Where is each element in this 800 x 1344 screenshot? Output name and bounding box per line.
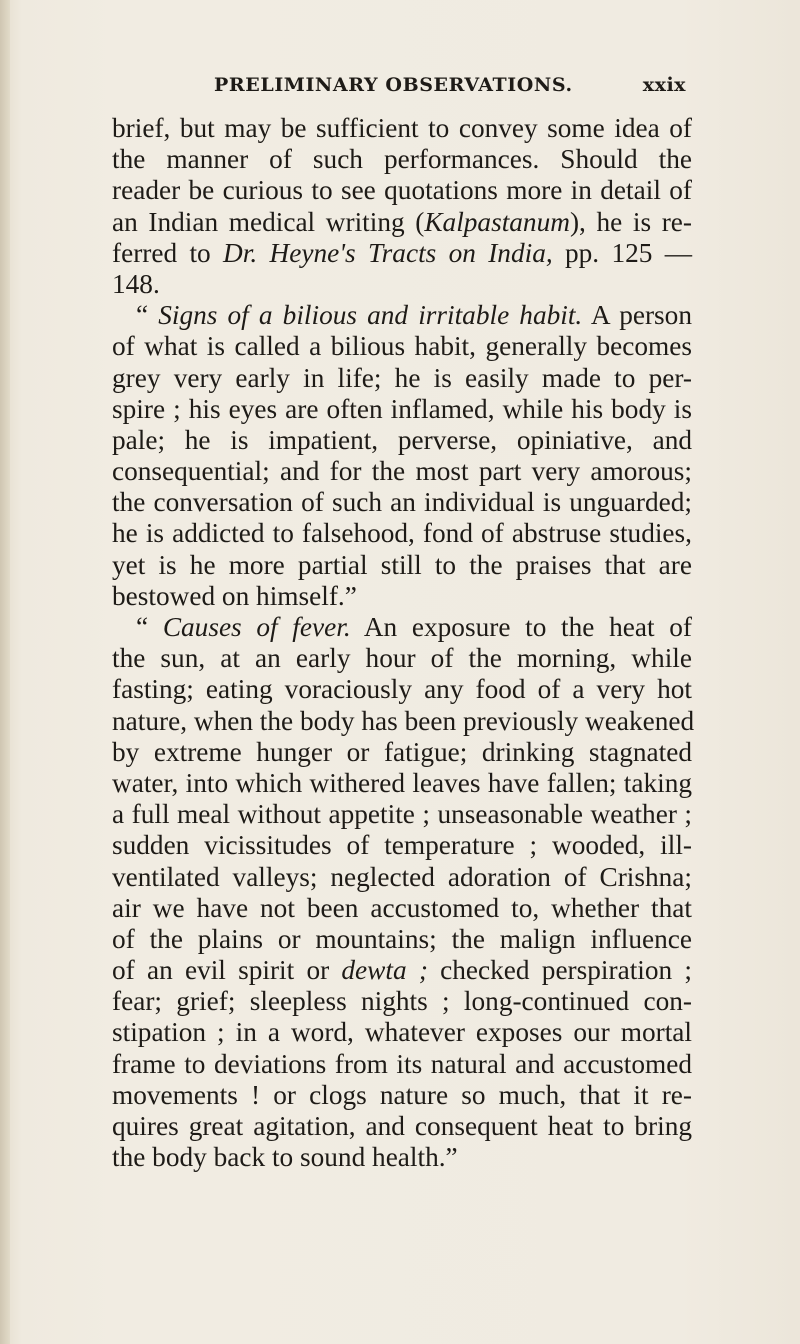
text-line: brief, but may be sufficient to convey some idea of [112,113,692,143]
text-line: reader be curious to see quotations more in detail of [112,175,692,206]
running-head [214,74,686,100]
text-line: yet is he more partial still to the praises that are [112,549,692,580]
text-line: consequential; and for the most part very amorous; [112,456,692,487]
text-line: “ Signs of a bilious and irritable habit. A person [136,300,692,331]
text-line: spire ; his eyes are often inflamed, while his body is [112,393,692,424]
text-line: the body back to sound health.” [112,1142,458,1173]
text-line: a full meal without appetite ; unseasonable weather ; [112,799,692,830]
body-text [112,113,695,1173]
italic-run: Dr. Heyne's Tracts on India, [223,237,553,268]
text-line: bestowed on himself.” [112,580,357,611]
text-line: of the plains or mountains; the malign influence [112,923,692,954]
text-line: ferred to Dr. Heyne's Tracts on India, pp. 125 — [112,237,693,268]
text-line: quires great agitation, and consequent heat to bring [112,1111,692,1141]
text-line: the manner of such performances. Should the [112,144,692,175]
page-number: xxix [642,74,686,96]
italic-run: dewta ; [341,955,428,986]
text-line: by extreme hunger or fatigue; drinking stagnated [112,736,692,767]
text-line: of an evil spirit or dewta ; checked perspiration ; [112,955,692,986]
text-line: of what is called a bilious habit, generally becomes [112,331,692,362]
italic-run: Signs of a bilious and irritable habit. [158,300,583,331]
text-line: ventilated valleys; neglected adoration of Crishna; [112,861,692,892]
text-line: he is addicted to falsehood, fond of abstruse studies, [112,518,692,549]
text-line: nature, when the body has been previously weakened [112,705,695,736]
text-line: fear; grief; sleepless nights ; long-continued con- [112,986,692,1017]
text-line: frame to deviations from its natural and accustomed [112,1048,692,1079]
text-line: the sun, at an early hour of the morning, while [112,643,692,674]
text-line: movements ! or clogs nature so much, that it re- [112,1079,692,1110]
page-gutter [0,0,10,1344]
text-line: fasting; eating voraciously any food of a very hot [112,674,692,705]
text-line: an Indian medical writing (Kalpastanum), he is re- [112,206,693,237]
running-title: PRELIMINARY OBSERVATIONS. [214,74,573,96]
text-line: pale; he is impatient, perverse, opiniative, and [112,424,692,455]
text-line: air we have not been accustomed to, whether that [112,892,692,923]
text-line: grey very early in life; he is easily made to per- [112,362,692,393]
text-line: 148. [112,268,160,299]
text-line: water, into which withered leaves have fallen; taking [112,767,692,798]
text-line: the conversation of such an individual is unguarded; [112,487,692,518]
italic-run: Kalpastanum [424,206,570,237]
text-line: sudden vicissitudes of temperature ; wooded, ill- [112,830,692,861]
text-line: “ Causes of fever. An exposure to the heat of [136,612,692,642]
text-line: stipation ; in a word, whatever exposes our mortal [112,1017,692,1048]
italic-run: Causes of fever. [162,612,351,642]
